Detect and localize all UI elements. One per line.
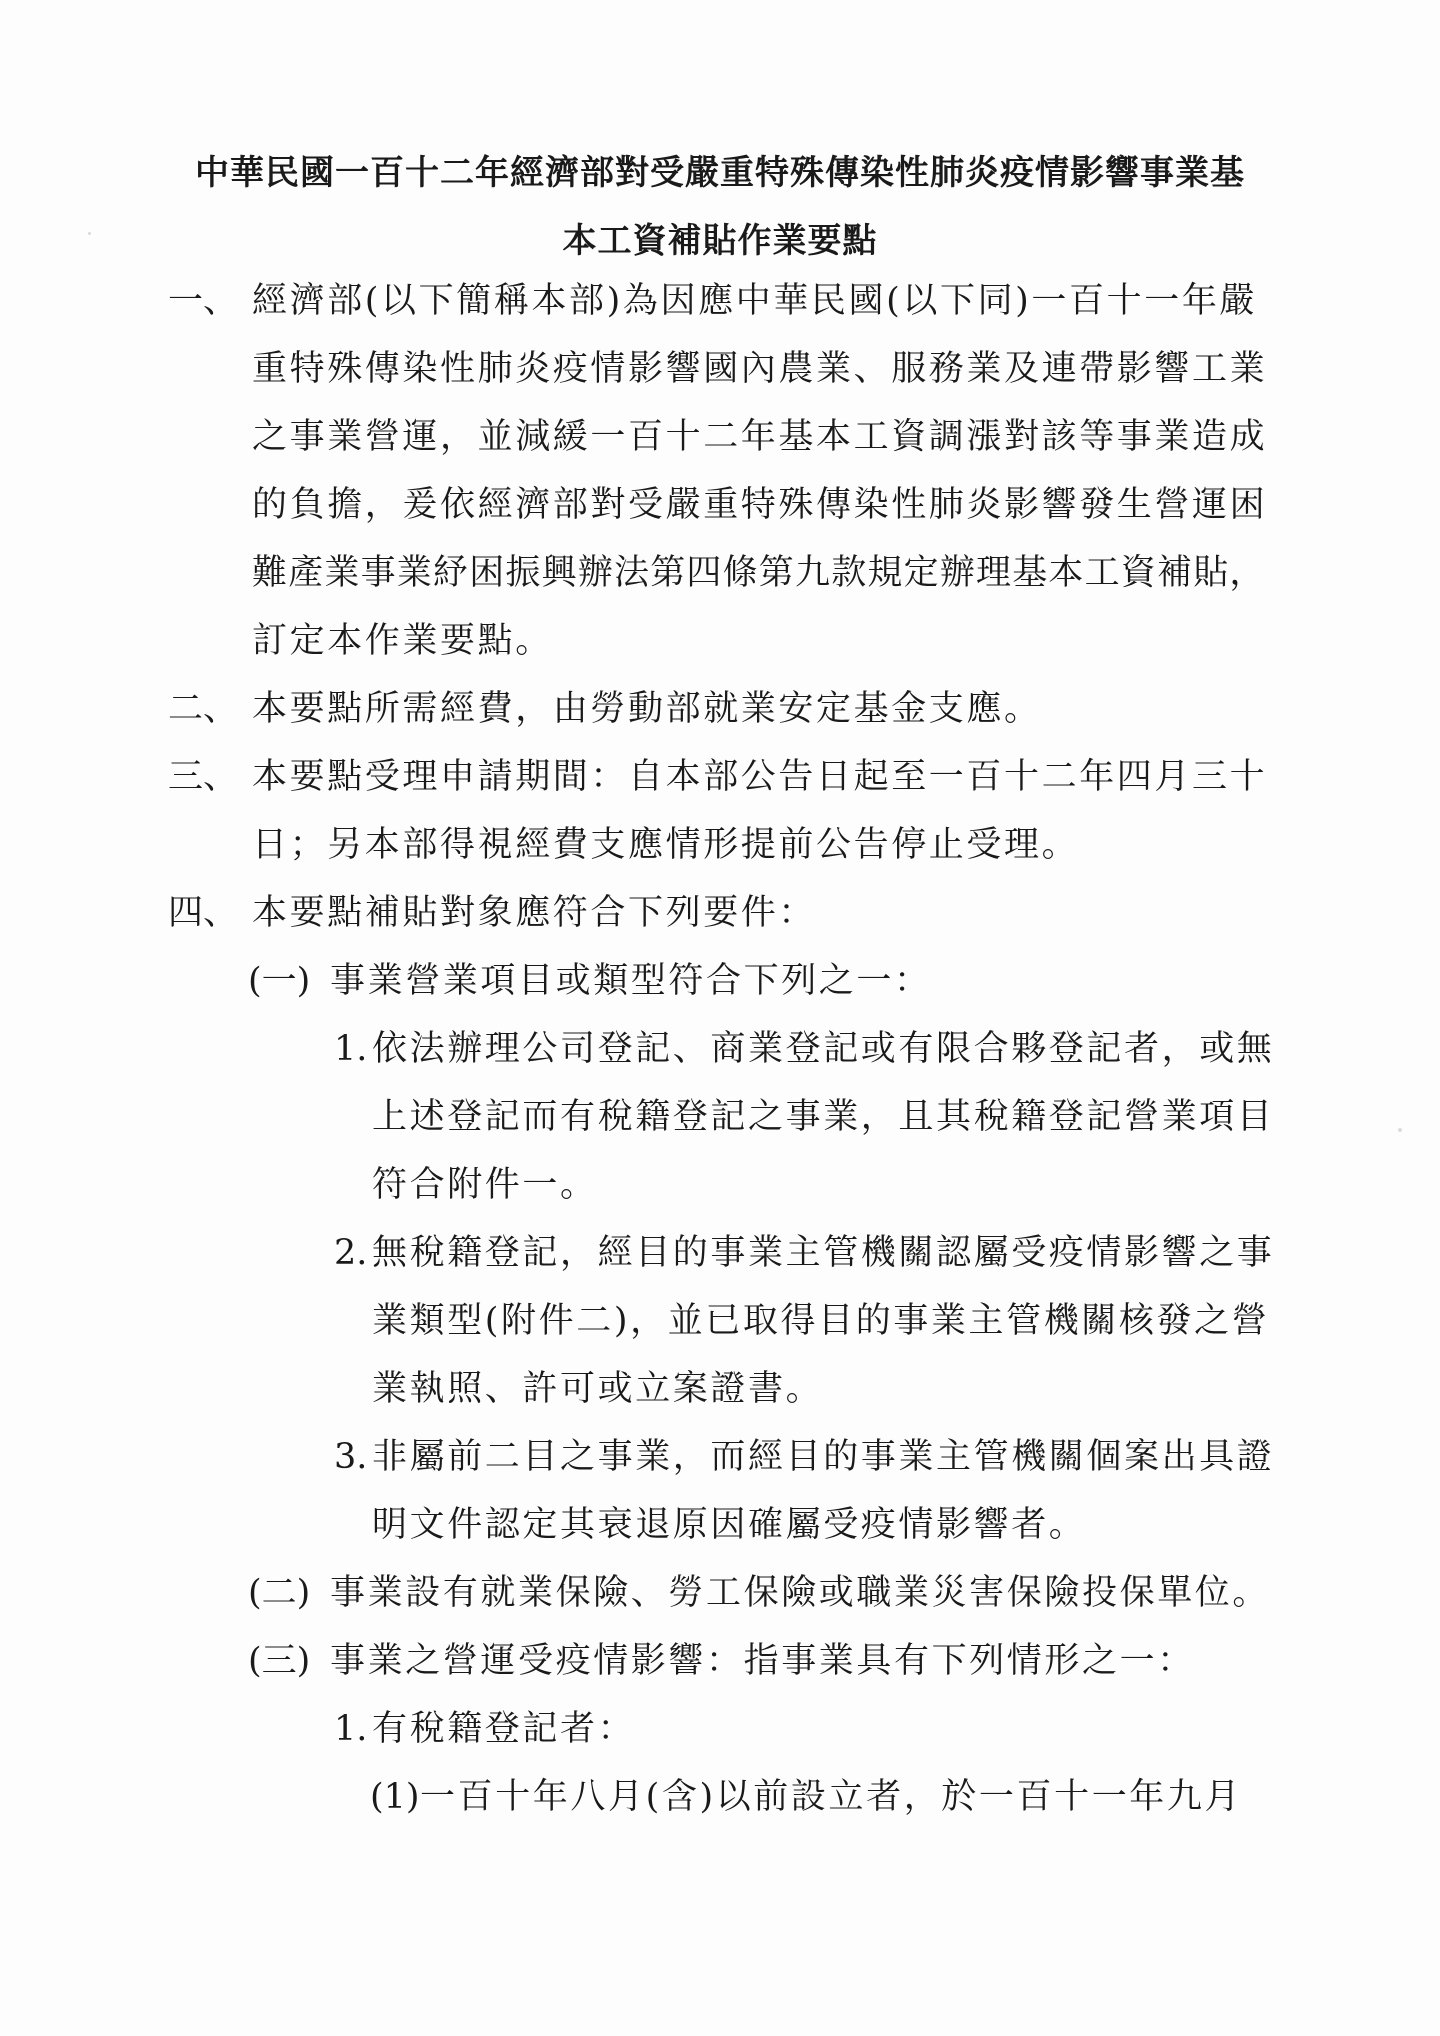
subitem-1-line: 符合附件一。	[372, 1165, 598, 1205]
section-1-line: 的負擔，爰依經濟部對受嚴重特殊傳染性肺炎影響發生營運困	[252, 485, 1268, 525]
section-marker-3: 三、	[168, 757, 239, 797]
section-1-line: 之事業營運，並減緩一百十二年基本工資調漲對該等事業造成	[252, 417, 1268, 457]
subitem-1-line: 上述登記而有稅籍登記之事業，且其稅籍登記營業項目	[372, 1097, 1275, 1137]
section-1-line: 難產業事業紓困振興辦法第四條第九款規定辦理基本工資補貼，	[252, 553, 1266, 593]
section-3-line: 本要點受理申請期間：自本部公告日起至一百十二年四月三十	[252, 757, 1268, 797]
section-1-line: 經濟部(以下簡稱本部)為因應中華民國(以下同)一百十一年嚴	[252, 281, 1258, 321]
section-marker-2: 二、	[168, 689, 239, 729]
clause-marker-1: (1)	[370, 1777, 420, 1817]
clause-1-line: 一百十年八月(含)以前設立者，於一百十一年九月	[420, 1777, 1243, 1817]
item-2-line: 事業設有就業保險、勞工保險或職業災害保險投保單位。	[330, 1573, 1271, 1613]
subitem-2-line: 業類型(附件二)，並已取得目的事業主管機關核發之營	[372, 1301, 1270, 1341]
item-3-line: 事業之營運受疫情影響：指事業具有下列情形之一：	[330, 1641, 1195, 1681]
document-title-line-1: 中華民國一百十二年經濟部對受嚴重特殊傳染性肺炎疫情影響事業基	[195, 153, 1245, 193]
subitem-marker-3: 3.	[334, 1437, 368, 1477]
scan-speck	[1398, 1128, 1402, 1132]
subitem-3-line: 明文件認定其衰退原因確屬受疫情影響者。	[372, 1505, 1087, 1545]
document-title-line-2: 本工資補貼作業要點	[562, 221, 878, 261]
subitem-1-line: 依法辦理公司登記、商業登記或有限合夥登記者，或無	[372, 1029, 1275, 1069]
section-marker-1: 一、	[168, 281, 239, 321]
subitem-2-line: 無稅籍登記，經目的事業主管機關認屬受疫情影響之事	[372, 1233, 1275, 1273]
subitem-3-line: 非屬前二目之事業，而經目的事業主管機關個案出具證	[372, 1437, 1275, 1477]
section-4-line: 本要點補貼對象應符合下列要件：	[252, 893, 817, 933]
subitem-marker-1: 1.	[334, 1029, 368, 1069]
subitem-marker-4: 1.	[334, 1709, 368, 1749]
section-1-line: 訂定本作業要點。	[252, 621, 553, 661]
item-marker-1: (一)	[248, 961, 311, 1001]
item-marker-2: (二)	[248, 1573, 311, 1613]
item-marker-3: (三)	[248, 1641, 311, 1681]
section-2-line: 本要點所需經費，由勞動部就業安定基金支應。	[252, 689, 1042, 729]
subitem-4-line: 有稅籍登記者：	[372, 1709, 636, 1749]
subitem-marker-2: 2.	[334, 1233, 368, 1273]
section-marker-4: 四、	[168, 893, 239, 933]
subitem-2-line: 業執照、許可或立案證書。	[372, 1369, 824, 1409]
item-1-line: 事業營業項目或類型符合下列之一：	[330, 961, 932, 1001]
section-3-line: 日；另本部得視經費支應情形提前公告停止受理。	[252, 825, 1080, 865]
section-1-line: 重特殊傳染性肺炎疫情影響國內農業、服務業及連帶影響工業	[252, 349, 1268, 389]
